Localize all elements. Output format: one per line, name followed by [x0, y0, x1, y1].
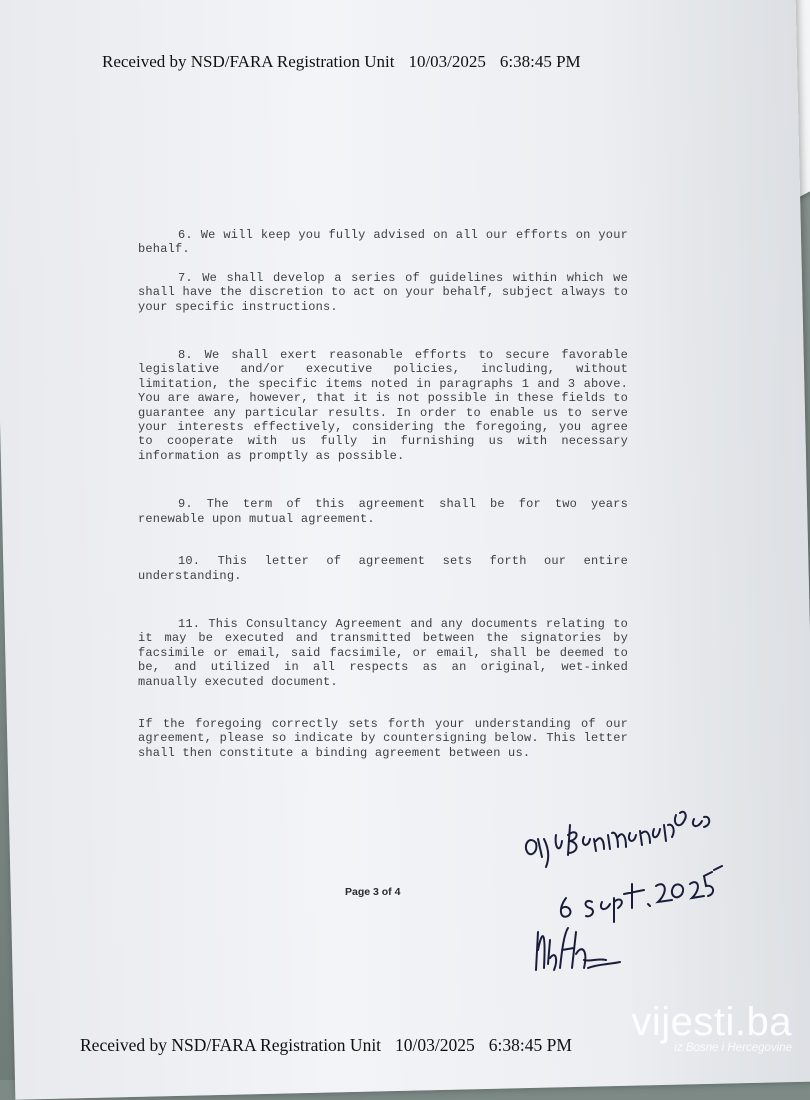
registration-stamp-top [102, 52, 595, 72]
paragraph-11: 11. This Consultancy Agreement and any documents relating to it may be executed and transmitted between the signatories by facsimile or email, said facsimile, or email, shall be deemed to be, and utilized in all respects as an original, wet-inked manually executed document. [138, 616, 628, 689]
watermark-tagline: iz Bosne i Hercegovine [674, 1042, 792, 1054]
stamp-time: 6:38:45 PM [499, 52, 581, 71]
site-watermark [631, 1000, 792, 1054]
stamp-time: 6:38:45 PM [488, 1035, 572, 1055]
page-number: Page 3 of 4 [345, 886, 401, 898]
paragraph-7: 7. We shall develop a series of guidelines within which we shall have the discretion to act on your behalf, subject always to your specific instructions. [138, 270, 628, 314]
stamp-label: Received by NSD/FARA Registration Unit [102, 52, 395, 71]
registration-stamp-bottom [80, 1035, 586, 1056]
stamp-date: 10/03/2025 [408, 52, 486, 71]
paragraph-8: 8. We shall exert reasonable efforts to secure favorable legislative and/or executive policies, including, without limitation, the specific items noted in paragraphs 1 and 3 above. You are aware, however, that it is not possible in these fields to guarantee any particular results. In order to enable us to serve your interests effectively, considering the foregoing, you agree to cooperate with us fully in furnishing us with necessary information as promptly as possible. [138, 348, 628, 463]
paragraph-10: 10. This letter of agreement sets forth our entire understanding. [138, 554, 628, 583]
signature [528, 920, 628, 982]
paragraph-9: 9. The term of this agreement shall be for two years renewable upon mutual agreement. [138, 497, 628, 526]
stamp-label: Received by NSD/FARA Registration Unit [80, 1035, 382, 1055]
handwritten-date [552, 858, 722, 928]
stamp-date: 10/03/2025 [395, 1035, 475, 1055]
closing-paragraph: If the foregoing correctly sets forth your understanding of our agreement, please so indicate by countersigning below. This letter shall then constitute a binding agreement between us. [138, 716, 628, 760]
paragraph-6: 6. We will keep you fully advised on all our efforts on your behalf. [138, 228, 628, 257]
agreement-body [138, 228, 628, 760]
watermark-logo: vijesti.ba [631, 1000, 792, 1044]
